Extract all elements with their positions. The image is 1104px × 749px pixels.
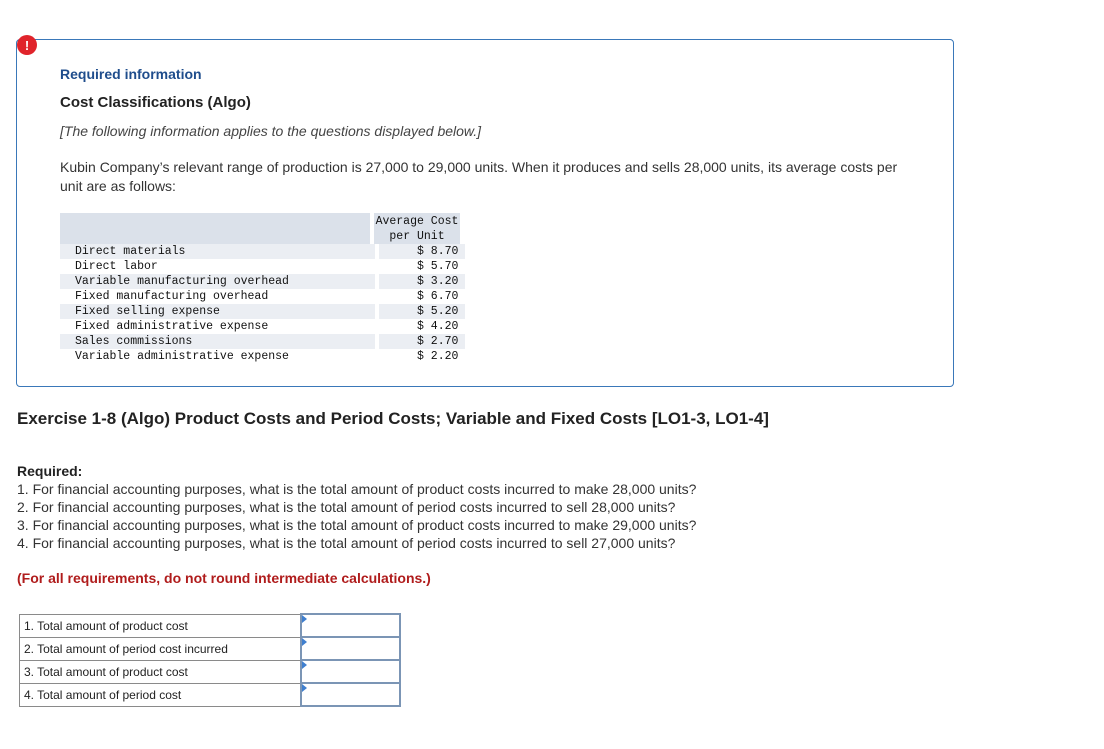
cost-label: Variable administrative expense (75, 350, 289, 363)
table-row (20, 683, 401, 706)
table-row (60, 274, 470, 289)
cost-label: Variable manufacturing overhead (60, 274, 375, 289)
required-information-label: Required information (60, 66, 202, 82)
required-heading: Required: (17, 463, 83, 479)
cost-label: Fixed selling expense (60, 304, 375, 319)
product-cost-28000-input[interactable] (301, 614, 400, 637)
requirement-item: 4. For financial accounting purposes, what is the total amount of period costs incurred to sell 27,000 units? (17, 535, 676, 551)
intro-paragraph: Kubin Company’s relevant range of production is 27,000 to 29,000 units. When it produces and sells 28,000 units, its average costs per unit are as follows: (60, 159, 898, 194)
table-row (60, 289, 470, 304)
answer-label: 3. Total amount of product cost (20, 660, 302, 683)
cost-value: $ 2.20 (417, 350, 459, 363)
cost-label: Sales commissions (60, 334, 375, 349)
table-row (60, 304, 470, 319)
cost-value: $ 8.70 (379, 244, 465, 259)
product-cost-29000-input[interactable] (301, 660, 400, 683)
requirement-item: 3. For financial accounting purposes, what is the total amount of product costs incurred to make 29,000 units? (17, 517, 697, 533)
average-cost-table (60, 213, 470, 364)
cost-value: $ 3.20 (379, 274, 465, 289)
applies-note: [The following information applies to the questions displayed below.] (60, 123, 482, 139)
alert-icon: ! (17, 35, 37, 55)
table-row (60, 334, 470, 349)
input-marker-icon (302, 615, 307, 623)
cost-label: Direct labor (75, 260, 158, 273)
input-marker-icon (302, 684, 307, 692)
table-row (20, 614, 401, 637)
requirement-item: 1. For financial accounting purposes, what is the total amount of product costs incurred to make 28,000 units? (17, 481, 697, 497)
average-cost-column-header: Average Cost per Unit (375, 214, 459, 243)
answer-table (19, 613, 401, 707)
requirement-item: 2. For financial accounting purposes, what is the total amount of period costs incurred to sell 28,000 units? (17, 499, 676, 515)
table-row (60, 349, 470, 364)
table-row (60, 244, 470, 259)
cost-value: $ 5.70 (417, 260, 459, 273)
cost-label: Fixed administrative expense (75, 320, 269, 333)
period-cost-28000-input[interactable] (301, 637, 400, 660)
problem-title: Cost Classifications (Algo) (60, 94, 251, 111)
cost-label: Direct materials (60, 244, 375, 259)
period-cost-27000-input[interactable] (301, 683, 400, 706)
cost-value: $ 6.70 (417, 290, 459, 303)
input-marker-icon (302, 661, 307, 669)
table-row (60, 319, 470, 334)
cost-table-header (60, 213, 470, 244)
input-marker-icon (302, 638, 307, 646)
table-row (60, 259, 470, 274)
cost-value: $ 2.70 (379, 334, 465, 349)
table-row (20, 637, 401, 660)
answer-label: 1. Total amount of product cost (20, 614, 302, 637)
cost-value: $ 5.20 (379, 304, 465, 319)
required-information-panel (16, 39, 954, 387)
exercise-title: Exercise 1-8 (Algo) Product Costs and Period Costs; Variable and Fixed Costs [LO1-3, LO1-4] (17, 409, 769, 428)
requirements-block (17, 462, 696, 552)
answer-label: 2. Total amount of period cost incurred (20, 637, 302, 660)
table-row (20, 660, 401, 683)
cost-label: Fixed manufacturing overhead (75, 290, 269, 303)
cost-value: $ 4.20 (417, 320, 459, 333)
rounding-instruction: (For all requirements, do not round intermediate calculations.) (17, 570, 431, 586)
answer-label: 4. Total amount of period cost (20, 683, 302, 706)
